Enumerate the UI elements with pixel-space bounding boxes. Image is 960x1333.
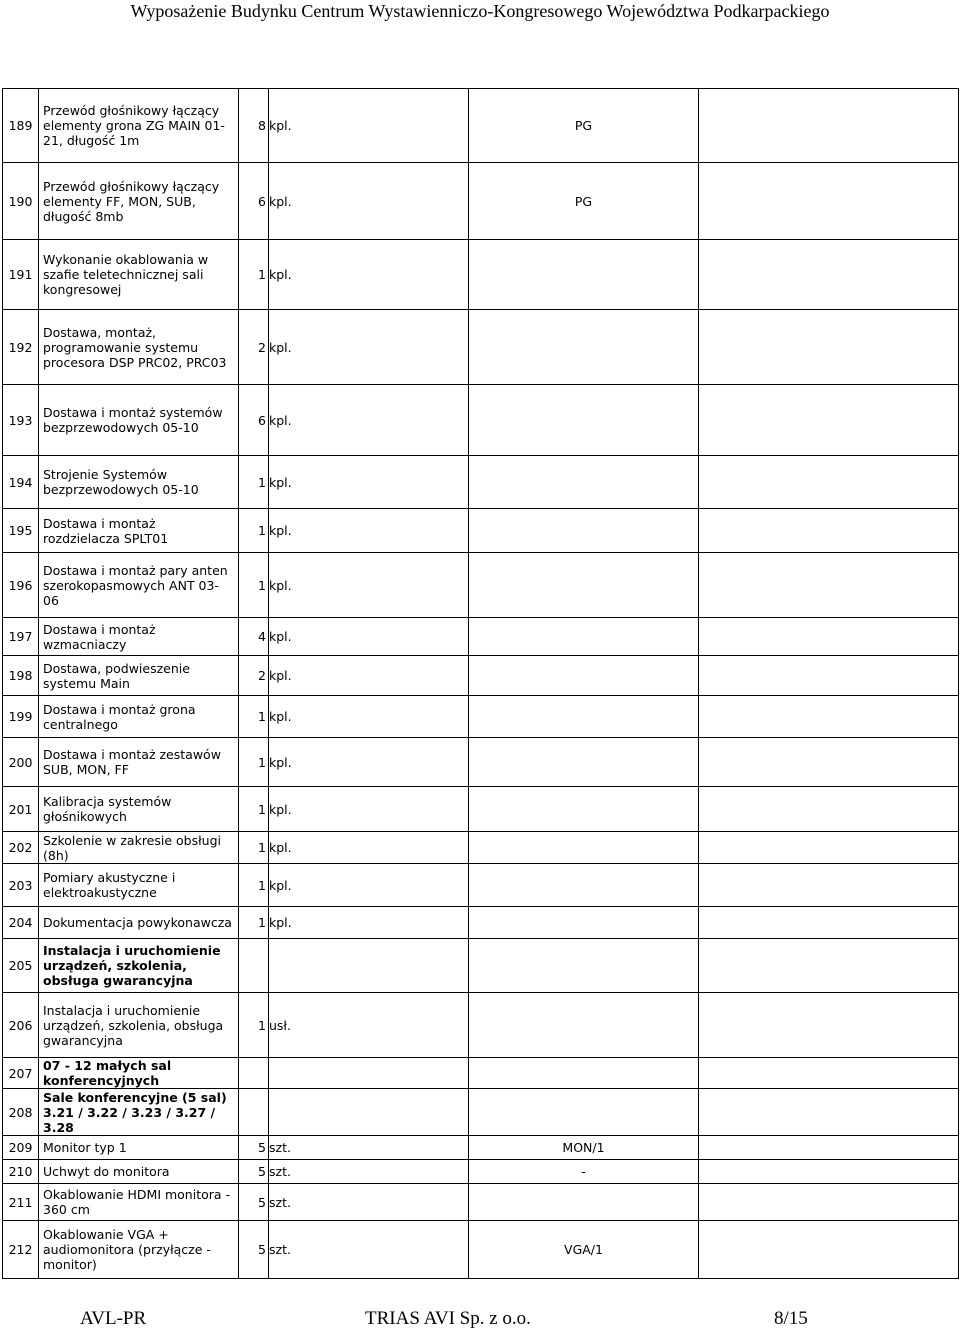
item-quantity	[239, 1058, 269, 1089]
item-quantity: 1	[239, 832, 269, 864]
row-number: 202	[3, 832, 39, 864]
row-number: 198	[3, 656, 39, 696]
item-unit	[269, 1058, 469, 1089]
item-description: Dokumentacja powykonawcza	[39, 907, 239, 939]
item-description: Wykonanie okablowania w szafie teletechnicznej sali kongresowej	[39, 240, 239, 310]
row-number: 191	[3, 240, 39, 310]
item-unit: usł.	[269, 993, 469, 1058]
row-number: 200	[3, 738, 39, 787]
item-description: Szkolenie w zakresie obsługi (8h)	[39, 832, 239, 864]
item-blank	[699, 1184, 959, 1221]
item-description: Sale konferencyjne (5 sal) 3.21 / 3.22 / 3.23 / 3.27 / 3.28	[39, 1089, 239, 1136]
item-description: Dostawa i montaż zestawów SUB, MON, FF	[39, 738, 239, 787]
row-number: 211	[3, 1184, 39, 1221]
item-code	[469, 787, 699, 832]
table-row	[3, 1221, 959, 1279]
row-number: 205	[3, 939, 39, 993]
item-code	[469, 993, 699, 1058]
table-row	[3, 939, 959, 993]
item-description: Dostawa i montaż systemów bezprzewodowych 05-10	[39, 385, 239, 456]
item-blank	[699, 385, 959, 456]
table-row	[3, 310, 959, 385]
item-code: PG	[469, 163, 699, 240]
item-quantity: 1	[239, 509, 269, 553]
item-quantity: 1	[239, 864, 269, 907]
item-unit: kpl.	[269, 864, 469, 907]
table-row	[3, 89, 959, 163]
row-number: 209	[3, 1136, 39, 1160]
table-row	[3, 1184, 959, 1221]
table-row	[3, 618, 959, 656]
footer-page-number: 8/15	[774, 1308, 808, 1329]
item-description: Monitor typ 1	[39, 1136, 239, 1160]
item-blank	[699, 939, 959, 993]
item-unit	[269, 1089, 469, 1136]
row-number: 194	[3, 456, 39, 509]
item-description: Dostawa i montaż wzmacniaczy	[39, 618, 239, 656]
item-quantity: 1	[239, 240, 269, 310]
table-row	[3, 656, 959, 696]
item-blank	[699, 864, 959, 907]
row-number: 192	[3, 310, 39, 385]
item-unit: kpl.	[269, 618, 469, 656]
table-row	[3, 1160, 959, 1184]
item-code	[469, 1058, 699, 1089]
row-number: 204	[3, 907, 39, 939]
item-unit: kpl.	[269, 310, 469, 385]
item-blank	[699, 1221, 959, 1279]
item-unit: szt.	[269, 1184, 469, 1221]
footer-doc-code: AVL-PR	[80, 1308, 147, 1329]
item-code: VGA/1	[469, 1221, 699, 1279]
item-description: Przewód głośnikowy łączący elementy FF, MON, SUB, długość 8mb	[39, 163, 239, 240]
item-description: 07 - 12 małych sal konferencyjnych	[39, 1058, 239, 1089]
item-code: -	[469, 1160, 699, 1184]
item-blank	[699, 240, 959, 310]
item-description: Dostawa i montaż rozdzielacza SPLT01	[39, 509, 239, 553]
item-quantity	[239, 1089, 269, 1136]
item-quantity: 1	[239, 738, 269, 787]
item-quantity: 5	[239, 1184, 269, 1221]
item-code	[469, 696, 699, 738]
item-unit: szt.	[269, 1221, 469, 1279]
row-number: 201	[3, 787, 39, 832]
item-quantity: 6	[239, 385, 269, 456]
item-description: Strojenie Systemów bezprzewodowych 05-10	[39, 456, 239, 509]
item-description: Uchwyt do monitora	[39, 1160, 239, 1184]
table-row	[3, 696, 959, 738]
item-quantity: 1	[239, 993, 269, 1058]
item-blank	[699, 907, 959, 939]
item-table	[2, 88, 959, 1279]
item-blank	[699, 832, 959, 864]
row-number: 193	[3, 385, 39, 456]
item-blank	[699, 310, 959, 385]
item-quantity: 5	[239, 1136, 269, 1160]
item-blank	[699, 738, 959, 787]
footer-company: TRIAS AVI Sp. z o.o.	[365, 1308, 531, 1329]
table-row	[3, 163, 959, 240]
item-unit: kpl.	[269, 696, 469, 738]
item-blank	[699, 553, 959, 618]
item-description: Dostawa i montaż pary anten szerokopasmowych ANT 03-06	[39, 553, 239, 618]
item-blank	[699, 656, 959, 696]
table-row	[3, 864, 959, 907]
row-number: 195	[3, 509, 39, 553]
row-number: 199	[3, 696, 39, 738]
row-number: 207	[3, 1058, 39, 1089]
table-row	[3, 787, 959, 832]
item-description: Instalacja i uruchomienie urządzeń, szkolenia, obsługa gwarancyjna	[39, 939, 239, 993]
item-description: Kalibracja systemów głośnikowych	[39, 787, 239, 832]
item-unit	[269, 939, 469, 993]
item-quantity: 8	[239, 89, 269, 163]
row-number: 190	[3, 163, 39, 240]
item-code	[469, 656, 699, 696]
item-code	[469, 618, 699, 656]
item-code	[469, 385, 699, 456]
item-code	[469, 1089, 699, 1136]
item-unit: kpl.	[269, 509, 469, 553]
row-number: 197	[3, 618, 39, 656]
row-number: 212	[3, 1221, 39, 1279]
table-row	[3, 456, 959, 509]
item-unit: kpl.	[269, 240, 469, 310]
item-quantity: 2	[239, 310, 269, 385]
item-quantity: 5	[239, 1160, 269, 1184]
item-code	[469, 456, 699, 509]
item-blank	[699, 787, 959, 832]
item-code	[469, 509, 699, 553]
item-code	[469, 240, 699, 310]
item-quantity: 1	[239, 456, 269, 509]
item-unit: kpl.	[269, 787, 469, 832]
item-quantity: 1	[239, 907, 269, 939]
item-code	[469, 907, 699, 939]
item-blank	[699, 1136, 959, 1160]
item-description: Okablowanie VGA + audiomonitora (przyłącze - monitor)	[39, 1221, 239, 1279]
item-unit: kpl.	[269, 385, 469, 456]
item-description: Pomiary akustyczne i elektroakustyczne	[39, 864, 239, 907]
table-row	[3, 738, 959, 787]
item-quantity: 1	[239, 696, 269, 738]
item-blank	[699, 696, 959, 738]
row-number: 203	[3, 864, 39, 907]
table-row	[3, 553, 959, 618]
item-unit: kpl.	[269, 553, 469, 618]
row-number: 196	[3, 553, 39, 618]
item-unit: kpl.	[269, 907, 469, 939]
table-row	[3, 385, 959, 456]
table-row	[3, 1058, 959, 1089]
item-blank	[699, 993, 959, 1058]
item-quantity: 5	[239, 1221, 269, 1279]
row-number: 206	[3, 993, 39, 1058]
item-quantity: 6	[239, 163, 269, 240]
item-quantity	[239, 939, 269, 993]
item-code	[469, 939, 699, 993]
item-blank	[699, 1089, 959, 1136]
item-blank	[699, 1058, 959, 1089]
page-footer	[0, 1308, 960, 1332]
item-description: Dostawa i montaż grona centralnego	[39, 696, 239, 738]
table-row	[3, 1136, 959, 1160]
item-blank	[699, 618, 959, 656]
item-quantity: 2	[239, 656, 269, 696]
row-number: 210	[3, 1160, 39, 1184]
item-quantity: 1	[239, 553, 269, 618]
item-blank	[699, 509, 959, 553]
item-blank	[699, 163, 959, 240]
table-row	[3, 240, 959, 310]
item-code	[469, 310, 699, 385]
item-unit: szt.	[269, 1160, 469, 1184]
item-unit: kpl.	[269, 738, 469, 787]
item-description: Instalacja i uruchomienie urządzeń, szkolenia, obsługa gwarancyjna	[39, 993, 239, 1058]
item-code: MON/1	[469, 1136, 699, 1160]
item-blank	[699, 89, 959, 163]
item-code	[469, 1184, 699, 1221]
item-description: Przewód głośnikowy łączący elementy grona ZG MAIN 01-21, długość 1m	[39, 89, 239, 163]
item-description: Okablowanie HDMI monitora - 360 cm	[39, 1184, 239, 1221]
table-row	[3, 509, 959, 553]
item-unit: kpl.	[269, 163, 469, 240]
item-code	[469, 738, 699, 787]
item-code	[469, 553, 699, 618]
item-unit: kpl.	[269, 832, 469, 864]
item-description: Dostawa, montaż, programowanie systemu procesora DSP PRC02, PRC03	[39, 310, 239, 385]
table-row	[3, 832, 959, 864]
item-unit: szt.	[269, 1136, 469, 1160]
item-code	[469, 832, 699, 864]
table-row	[3, 1089, 959, 1136]
item-blank	[699, 1160, 959, 1184]
item-code	[469, 864, 699, 907]
item-quantity: 1	[239, 787, 269, 832]
item-quantity: 4	[239, 618, 269, 656]
item-unit: kpl.	[269, 656, 469, 696]
item-code: PG	[469, 89, 699, 163]
table-row	[3, 907, 959, 939]
row-number: 208	[3, 1089, 39, 1136]
document-header: Wyposażenie Budynku Centrum Wystawienniczo-Kongresowego Województwa Podkarpackiego	[130, 1, 830, 21]
table-row	[3, 993, 959, 1058]
item-unit: kpl.	[269, 456, 469, 509]
row-number: 189	[3, 89, 39, 163]
item-description: Dostawa, podwieszenie systemu Main	[39, 656, 239, 696]
item-unit: kpl.	[269, 89, 469, 163]
item-blank	[699, 456, 959, 509]
